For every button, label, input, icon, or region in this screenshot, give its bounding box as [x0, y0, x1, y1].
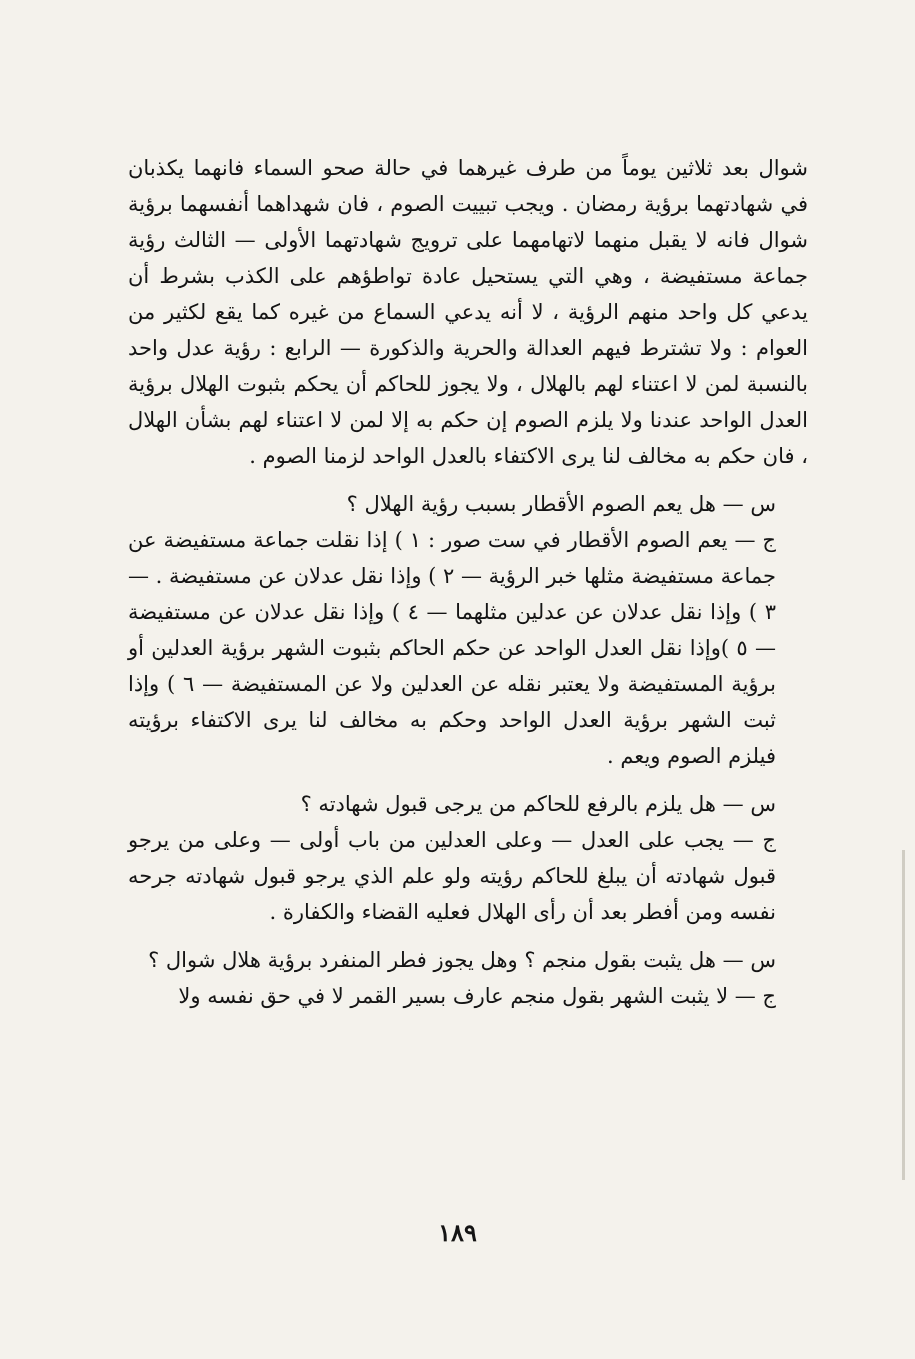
page-number: ١٨٩	[438, 1218, 477, 1247]
answer-3: ج — لا يثبت الشهر بقول منجم عارف بسير القمر لا في حق نفسه ولا	[178, 984, 776, 1008]
answer-1: ج — يعم الصوم الأقطار في ست صور : ١ ) إذا نقلت جماعة مستفيضة عن جماعة مستفيضة مثلها خبر الرؤية — ٢ ) وإذا نقل عدلان عن مستفيضة . — ٣ ) وإذا نقل عدلان عن عدلين مثلهما — ٤ ) وإذا نقل عدلان عن مستفيضة — ٥ )وإذا نقل العدل الواحد عن حكم الحاكم بثبوت الشهر برؤية العدلين أو برؤية المستفيضة ولا يعتبر نقله عن العدلين ولا عن المستفيضة — ٦ ) وإذا ثبت الشهر برؤية العدل الواحد وحكم به مخالف لنا يرى الاكتفاء برؤيته فيلزم الصوم ويعم .	[127, 528, 776, 768]
paragraph-intro: شوال بعد ثلاثين يوماً من طرف غيرهما في حالة صحو السماء فانهما يكذبان في شهادتهما برؤية رمضان . ويجب تبييت الصوم ، فان شهداهما أنفسهما برؤية شوال فانه لا يقبل منهما لاتهامهما على ترويج شهادتهما الأولى — الثالث رؤية جماعة مستفيضة ، وهي التي يستحيل عادة تواطؤهم على الكذب بشرط أن يدعي كل واحد منهم الرؤية ، لا أنه يدعي السماع من غيره كما يقع لكثير من العوام : ولا تشترط فيهم العدالة والحرية والذكورة — الرابع : رؤية عدل واحد بالنسبة لمن لا اعتناء لهم بالهلال ، ولا يجوز للحاكم أن يحكم بثبوت الهلال برؤية العدل الواحد عندنا ولا يلزم الصوم إن حكم به إلا لمن لا اعتناء لهم بشأن الهلال ، فان حكم به مخالف لنا يرى الاكتفاء بالعدل الواحد لزمنا الصوم .	[128, 156, 808, 468]
question-1: س — هل يعم الصوم الأقطار بسبب رؤية الهلال ؟	[346, 492, 776, 516]
answer-2: ج — يجب على العدل — وعلى العدلين من باب أولى — وعلى من يرجو قبول شهادته أن يبلغ للحاكم رؤيته ولو علم الذي يرجو قبول شهادته جرحه نفسه ومن أفطر بعد أن رأى الهلال فعليه القضاء والكفارة .	[128, 828, 776, 924]
question-2: س — هل يلزم بالرفع للحاكم من يرجى قبول شهادته ؟	[300, 792, 776, 816]
question-3: س — هل يثبت بقول منجم ؟ وهل يجوز فطر المنفرد برؤية هلال شوال ؟	[148, 948, 776, 972]
binding-shadow	[902, 850, 905, 1180]
page-body	[128, 150, 808, 1014]
